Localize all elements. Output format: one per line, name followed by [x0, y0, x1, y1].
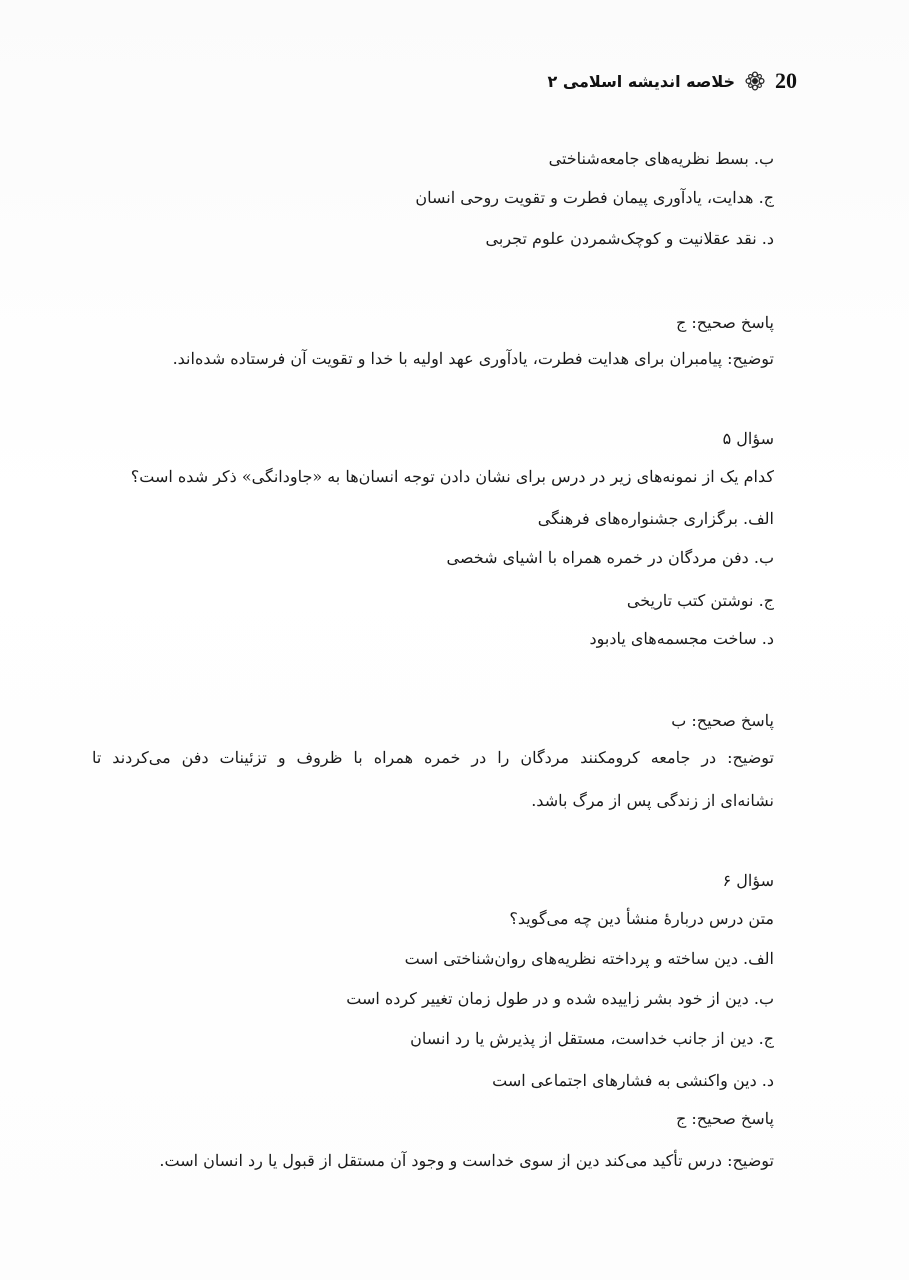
- option-d: د. ساخت مجسمه‌های یادبود: [589, 629, 774, 648]
- answer: پاسخ صحیح: ج: [675, 313, 774, 332]
- answer: پاسخ صحیح: ب: [671, 711, 774, 730]
- flower-ornament-icon: [745, 71, 765, 91]
- option-a: الف. برگزاری جشنواره‌های فرهنگی: [537, 509, 774, 528]
- option-d: د. نقد عقلانیت و کوچک‌شمردن علوم تجربی: [485, 229, 774, 248]
- question-text: متن درس دربارهٔ منشأ دین چه می‌گوید؟: [509, 909, 774, 928]
- option-c: ج. دین از جانب خداست، مستقل از پذیرش یا رد انسان: [410, 1029, 774, 1048]
- book-title: خلاصه اندیشه اسلامی ۲: [547, 71, 735, 91]
- explanation: توضیح: درس تأکید می‌کند دین از سوی خداست و وجود آن مستقل از قبول یا رد انسان است.: [159, 1151, 774, 1170]
- option-a: الف. دین ساخته و پرداخته نظریه‌های روان‌شناختی است: [404, 949, 774, 968]
- answer: پاسخ صحیح: ج: [675, 1109, 774, 1128]
- page-header: [547, 64, 797, 98]
- option-d: د. دین واکنشی به فشارهای اجتماعی است: [492, 1071, 774, 1090]
- question-text: کدام یک از نمونه‌های زیر در درس برای نشان دادن توجه انسان‌ها به «جاودانگی» ذکر شده است؟: [130, 467, 774, 486]
- question-heading: سؤال ۶: [722, 871, 774, 890]
- option-b: ب. دین از خود بشر زاییده شده و در طول زمان تغییر کرده است: [346, 989, 774, 1008]
- option-c: ج. نوشتن کتب تاریخی: [626, 591, 774, 610]
- explanation-line-1: توضیح: در جامعه کرومکنند مردگان را در خمره همراه با ظروف و تزئینات دفن می‌کردند تا: [92, 748, 774, 767]
- explanation-line-2: نشانه‌ای از زندگی پس از مرگ باشد.: [531, 791, 774, 810]
- option-b: ب. بسط نظریه‌های جامعه‌شناختی: [548, 149, 774, 168]
- option-c: ج. هدایت، یادآوری پیمان فطرت و تقویت روحی انسان: [415, 188, 774, 207]
- explanation: توضیح: پیامبران برای هدایت فطرت، یادآوری عهد اولیه با خدا و تقویت آن فرستاده شده‌اند.: [172, 349, 774, 368]
- page-number: 20: [775, 68, 797, 93]
- option-b: ب. دفن مردگان در خمره همراه با اشیای شخصی: [446, 548, 774, 567]
- question-heading: سؤال ۵: [722, 429, 774, 448]
